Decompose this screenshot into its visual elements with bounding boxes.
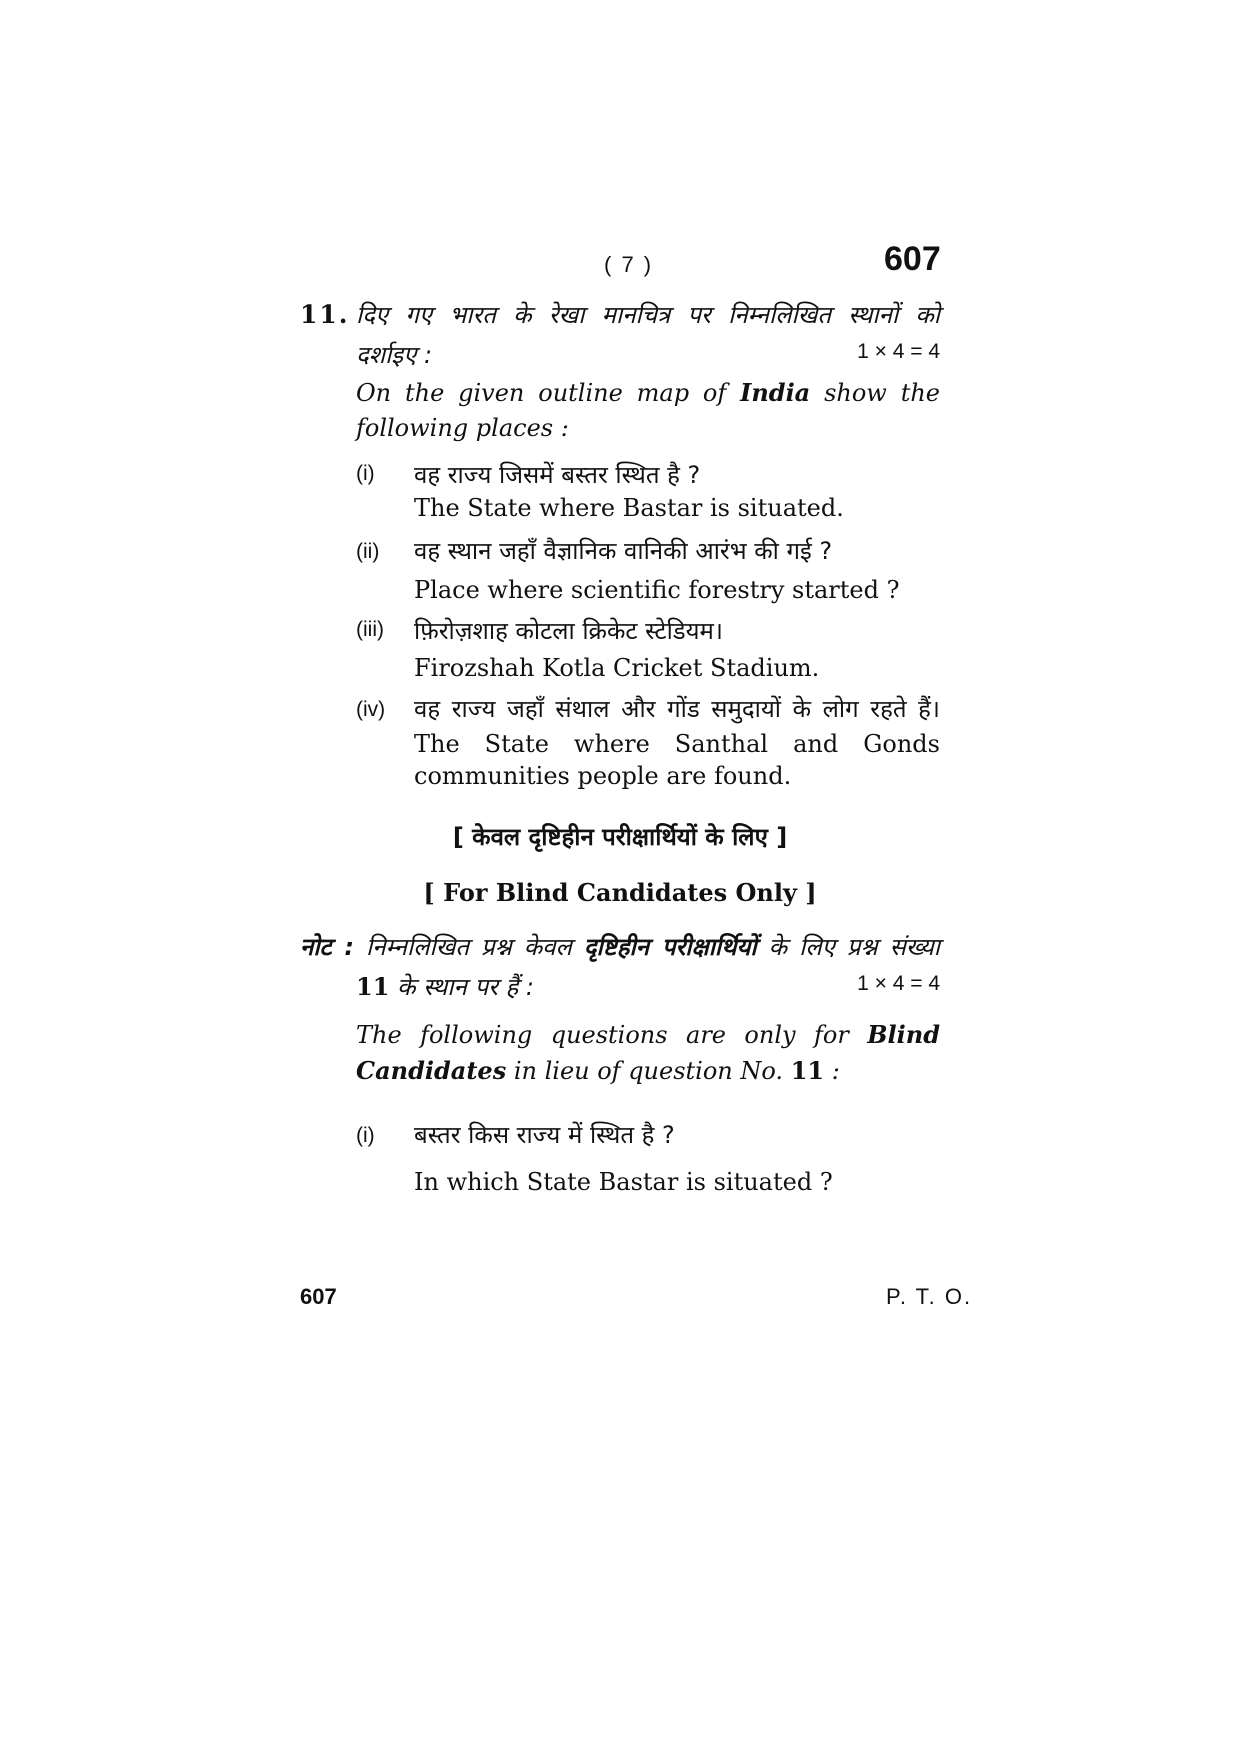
note-question-number: 11 [356,972,390,1001]
blind-english-number: 11 [790,1056,825,1085]
item-roman-numeral: (ii) [356,540,380,563]
note-line-2 [356,970,534,1003]
note-text-pre: निम्नलिखित प्रश्न केवल [366,933,584,961]
item-english: Place where scientific forestry started ? [414,576,900,604]
footer-pto: P. T. O. [886,1284,973,1309]
blind-english-pre: The following questions are only for [356,1021,868,1049]
blind-heading-english: [ For Blind Candidates Only ] [423,878,817,907]
item-english: The State where Bastar is situated. [414,494,844,522]
blind-item-english: In which State Bastar is situated ? [414,1168,833,1196]
blind-english-bold: Blind [867,1020,940,1049]
item-hindi: वह स्थान जहाँ वैज्ञानिक वानिकी आरंभ की गई ? [414,537,833,565]
blind-english-end: : [824,1057,840,1085]
question-number: 11. [300,300,350,329]
paper-code: 607 [884,240,941,278]
question-english-line-1 [356,378,940,407]
note-label: नोट : [300,933,354,961]
note-text-post: के लिए प्रश्न संख्या [756,933,941,961]
note-line-2-text: के स्थान पर हैं : [389,973,534,1001]
question-english-pre: On the given outline map of [356,379,741,407]
item-english: Firozshah Kotla Cricket Stadium. [414,654,820,682]
question-english-country: India [740,378,811,407]
item-english-line-2: communities people are found. [414,762,792,790]
item-roman-numeral: (iv) [356,698,386,721]
blind-marks: 1 × 4 = 4 [857,972,940,995]
item-hindi: वह राज्य जहाँ संथाल और गोंड समुदायों के लोग रहते हैं। [414,695,940,723]
footer-paper-code: 607 [300,1284,337,1309]
blind-english-line-2 [356,1056,840,1085]
blind-item-hindi: बस्तर किस राज्य में स्थित है ? [414,1121,675,1149]
note-text-bold: दृष्टिहीन परीक्षार्थियों [583,933,757,961]
question-marks: 1 × 4 = 4 [857,340,940,363]
item-roman-numeral: (i) [356,462,375,485]
item-roman-numeral: (iii) [356,618,384,641]
item-english-line-1: The State where Santhal and Gonds [414,730,940,758]
question-hindi-text: दिए गए भारत के रेखा मानचित्र पर निम्नलिखित स्थानों को [356,301,940,329]
item-hindi: फ़िरोज़शाह कोटला क्रिकेट स्टेडियम। [414,617,723,645]
blind-english-line-1 [356,1020,940,1049]
page-number: ( 7 ) [604,252,654,277]
question-english-post: show the [810,379,940,407]
question-hindi-line-2: दर्शाइए : [356,341,433,369]
blind-english-candidates: Candidates [356,1056,507,1085]
blind-item-roman-numeral: (i) [356,1124,375,1147]
note-line-1 [300,930,940,963]
question-hindi-line-1 [356,298,940,331]
blind-heading-hindi: [ केवल दृष्टिहीन परीक्षार्थियों के लिए ] [452,823,788,851]
question-english-line-2: following places : [356,414,569,442]
item-hindi: वह राज्य जिसमें बस्तर स्थित है ? [414,461,701,489]
blind-english-mid: in lieu of question No. [506,1057,791,1085]
